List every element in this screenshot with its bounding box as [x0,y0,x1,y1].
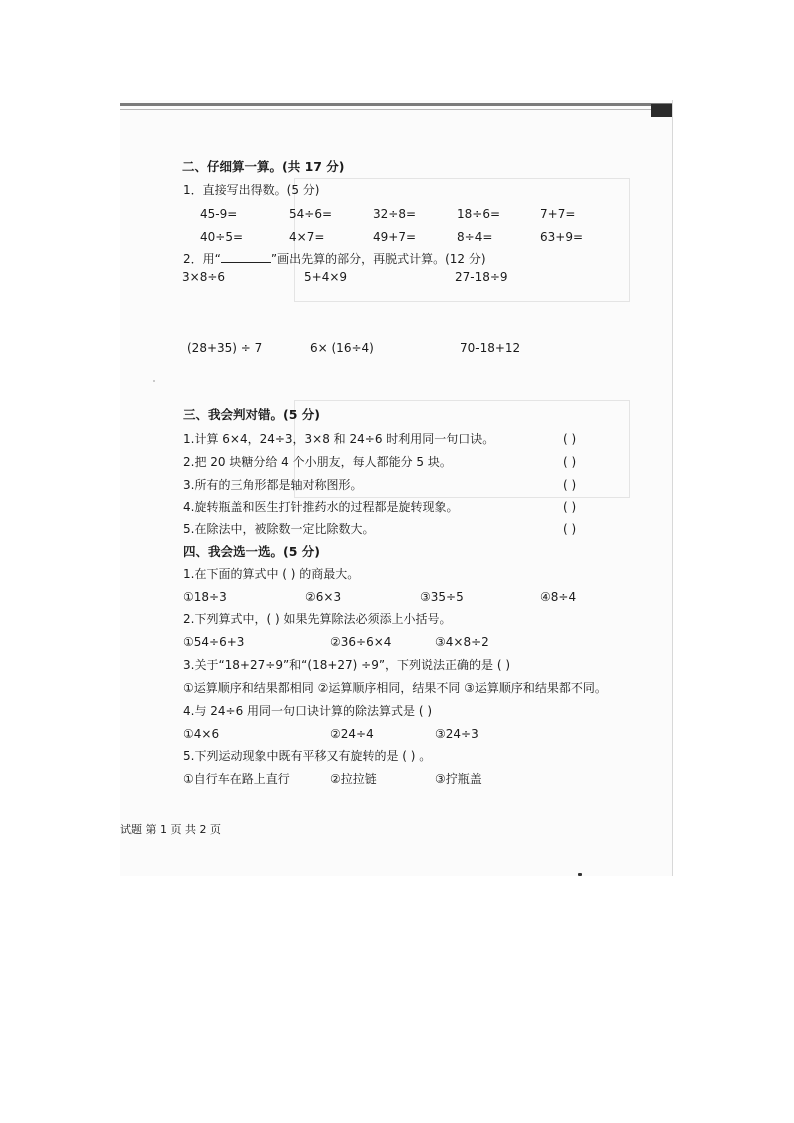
judge-item-3: 3.所有的三角形都是轴对称图形。 [183,478,363,492]
expression-item: 3×8÷6 [182,270,226,284]
answer-bracket[interactable]: ( ) [563,500,577,514]
choice-option[interactable]: ③拧瓶盖 [435,772,482,786]
expression-item: 70-18+12 [460,341,521,355]
expression-item: 27-18÷9 [455,270,508,284]
choice-option[interactable]: ③35÷5 [420,590,464,604]
expression-item: (28+35) ÷ 7 [187,341,263,355]
calc-item: 49+7= [373,230,417,244]
q2-label-pre: 2．用“ [183,252,221,266]
corner-mark [651,104,672,117]
section3-title: 三、我会判对错。(5 分) [183,407,320,422]
choice-option[interactable]: ④8÷4 [540,590,577,604]
calc-item: 40÷5= [200,230,244,244]
page-footer: 试题 第 1 页 共 2 页 [120,823,221,836]
choice-q5-text: 5.下列运动现象中既有平移又有旋转的是 ( ) 。 [183,749,432,763]
section2-title: 二、仔细算一算。(共 17 分) [182,159,345,174]
calc-item: 54÷6= [289,207,333,221]
section2-q1-label: 1．直接写出得数。(5 分) [183,183,320,197]
choice-option[interactable]: ①54÷6+3 [183,635,245,649]
judge-item-2: 2.把 20 块糖分给 4 个小朋友，每人都能分 5 块。 [183,455,452,469]
calc-item: 63+9= [540,230,584,244]
judge-item-1: 1.计算 6×4，24÷3，3×8 和 24÷6 时利用同一句口诀。 [183,432,495,446]
answer-bracket[interactable]: ( ) [563,522,577,536]
scan-speck [153,380,155,382]
underline-blank [221,252,271,263]
choice-q2-text: 2.下列算式中，( ) 如果先算除法必须添上小括号。 [183,612,452,626]
choice-option[interactable]: ③4×8÷2 [435,635,489,649]
choice-option[interactable]: ②36÷6×4 [330,635,392,649]
choice-option[interactable]: ①4×6 [183,727,220,741]
section4-title: 四、我会选一选。(5 分) [183,544,320,559]
choice-option[interactable]: ②24÷4 [330,727,374,741]
judge-item-4: 4.旋转瓶盖和医生打针推药水的过程都是旋转现象。 [183,500,459,514]
answer-bracket[interactable]: ( ) [563,478,577,492]
choice-option[interactable]: ②6×3 [305,590,342,604]
header-rule-thick [120,103,672,106]
answer-bracket[interactable]: ( ) [563,455,577,469]
calc-item: 7+7= [540,207,576,221]
calc-item: 18÷6= [457,207,501,221]
choice-option[interactable]: ③24÷3 [435,727,479,741]
q2-label-post: ”画出先算的部分，再脱式计算。(12 分) [270,252,486,266]
calc-item: 45-9= [200,207,238,221]
answer-bracket[interactable]: ( ) [563,432,577,446]
calc-item: 8÷4= [457,230,493,244]
choice-q3-options[interactable]: ①运算顺序和结果都相同 ②运算顺序相同，结果不同 ③运算顺序和结果都不同。 [183,681,607,695]
choice-option[interactable]: ①自行车在路上直行 [183,772,290,786]
scan-speck [578,873,582,876]
expression-item: 6× (16÷4) [310,341,374,355]
header-rule-thin [120,109,672,110]
section2-q2-label [183,252,486,266]
choice-q4-text: 4.与 24÷6 用同一句口诀计算的除法算式是 ( ) [183,704,433,718]
calc-item: 4×7= [289,230,325,244]
choice-q3-text: 3.关于“18+27÷9”和“(18+27) ÷9”，下列说法正确的是 ( ) [183,658,511,672]
expression-item: 5+4×9 [304,270,348,284]
calc-item: 32÷8= [373,207,417,221]
judge-item-5: 5.在除法中，被除数一定比除数大。 [183,522,375,536]
choice-q1-text: 1.在下面的算式中 ( ) 的商最大。 [183,567,360,581]
choice-option[interactable]: ②拉拉链 [330,772,377,786]
choice-option[interactable]: ①18÷3 [183,590,227,604]
